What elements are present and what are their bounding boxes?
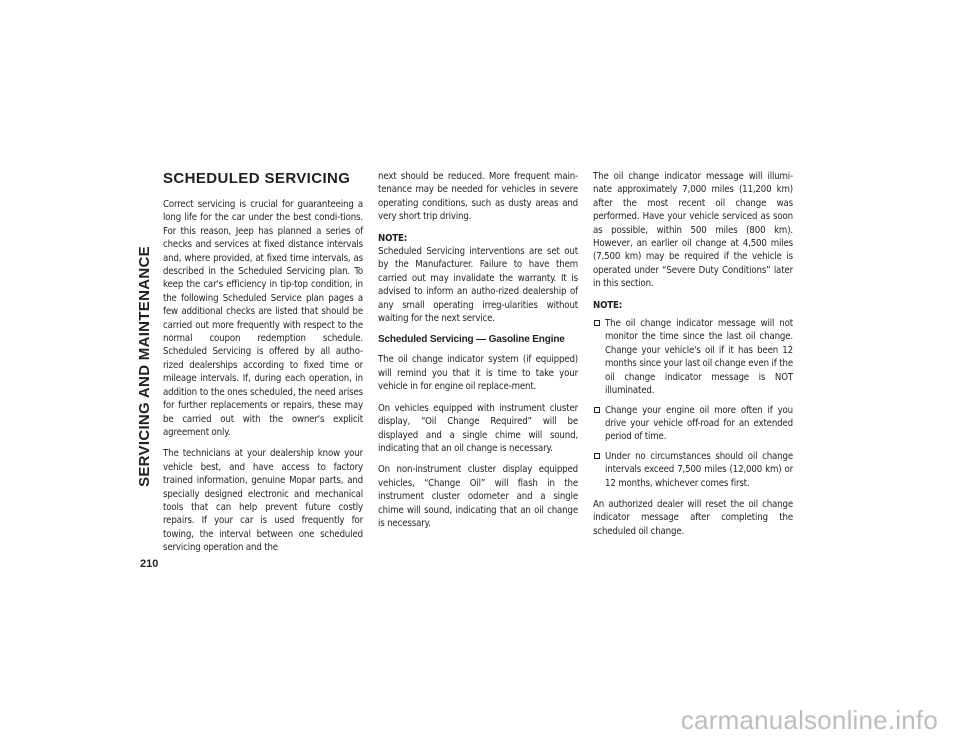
list-item: Under no circumstances should oil change intervals exceed 7,500 miles (12,000 km) or 12 months, whichever comes first.	[593, 450, 793, 490]
watermark: carmanualsonline.info	[680, 705, 938, 735]
subsection-heading: Scheduled Servicing — Gasoline Engine	[378, 334, 565, 346]
column-1	[163, 170, 363, 563]
paragraph: next should be reduced. More frequent main-tenance may be needed for vehicles in severe operating conditions, such as dusty areas and very short trip driving.	[378, 171, 578, 223]
section-side-tab	[128, 170, 160, 562]
page-number: 210	[140, 558, 159, 570]
note-text: Scheduled Servicing interventions are set out by the Manufacturer. Failure to have them carried out may invalidate the warranty. It is advised to inform an autho-rized dealership of any small operating irreg-ularities without waiting for the next service.	[378, 246, 578, 325]
list-item: The oil change indicator message will not monitor the time since the last oil change. Change your vehicle's oil if it has been 12 months since your last oil change even if the oil change indicator message is NOT illuminated.	[593, 317, 793, 397]
note-bullet-list	[593, 317, 793, 490]
paragraph: On non-instrument cluster display equipped vehicles, “Change Oil” will flash in the instrument cluster odometer and a single chime will sound, indicating that an oil change is necessary.	[378, 464, 578, 529]
paragraph: On vehicles equipped with instrument cluster display, “Oil Change Required” will be displayed and a single chime will sound, indicating that an oil change is necessary.	[378, 402, 578, 454]
note-label: NOTE:	[593, 299, 623, 311]
section-side-tab-label: SERVICING AND MAINTENANCE	[135, 245, 153, 487]
paragraph: The oil change indicator message will illumi-nate approximately 7,000 miles (11,200 km) after the most recent oil change was performed. Have your vehicle serviced as soon as possible, within 500 miles (800 km). However, an earlier oil change at 4,500 miles (7,500 km) may be required if the vehicle is operated under “Severe Duty Conditions” later in this section.	[593, 171, 793, 290]
column-3	[593, 170, 793, 546]
section-title: SCHEDULED SERVICING	[163, 170, 351, 187]
list-item: Change your engine oil more often if you drive your vehicle off-road for an extended period of time.	[593, 404, 793, 444]
column-2	[378, 170, 578, 538]
note-label: NOTE:	[378, 232, 408, 244]
paragraph: The technicians at your dealership know your vehicle best, and have access to factory trained information, genuine Mopar parts, and specially designed electronic and mechanical tools that can help prevent future costly repairs. If your car is used frequently for towing, the interval between one scheduled servicing operation and the	[163, 448, 363, 554]
paragraph: Correct servicing is crucial for guaranteeing a long life for the car under the best condi-tions. For this reason, Jeep has planned a series of checks and services at fixed distance intervals and, where provided, at fixed time intervals, as described in the Scheduled Servicing plan. To keep the car's efficiency in tip-top condition, in the following Scheduled Service plan pages a few additional checks are listed that should be carried out more frequently with respect to the normal coupon redemption schedule. Scheduled Servicing is offered by all autho-rized dealerships according to fixed time or mileage intervals. If, during each operation, in addition to the ones scheduled, the need arises for further replacements or repairs, these may be carried out with the owner's explicit agreement only.	[163, 199, 363, 438]
paragraph: An authorized dealer will reset the oil change indicator message after completing the scheduled oil change.	[593, 498, 793, 537]
paragraph: The oil change indicator system (if equipped) will remind you that it is time to take your vehicle in for engine oil replace-ment.	[378, 354, 578, 393]
